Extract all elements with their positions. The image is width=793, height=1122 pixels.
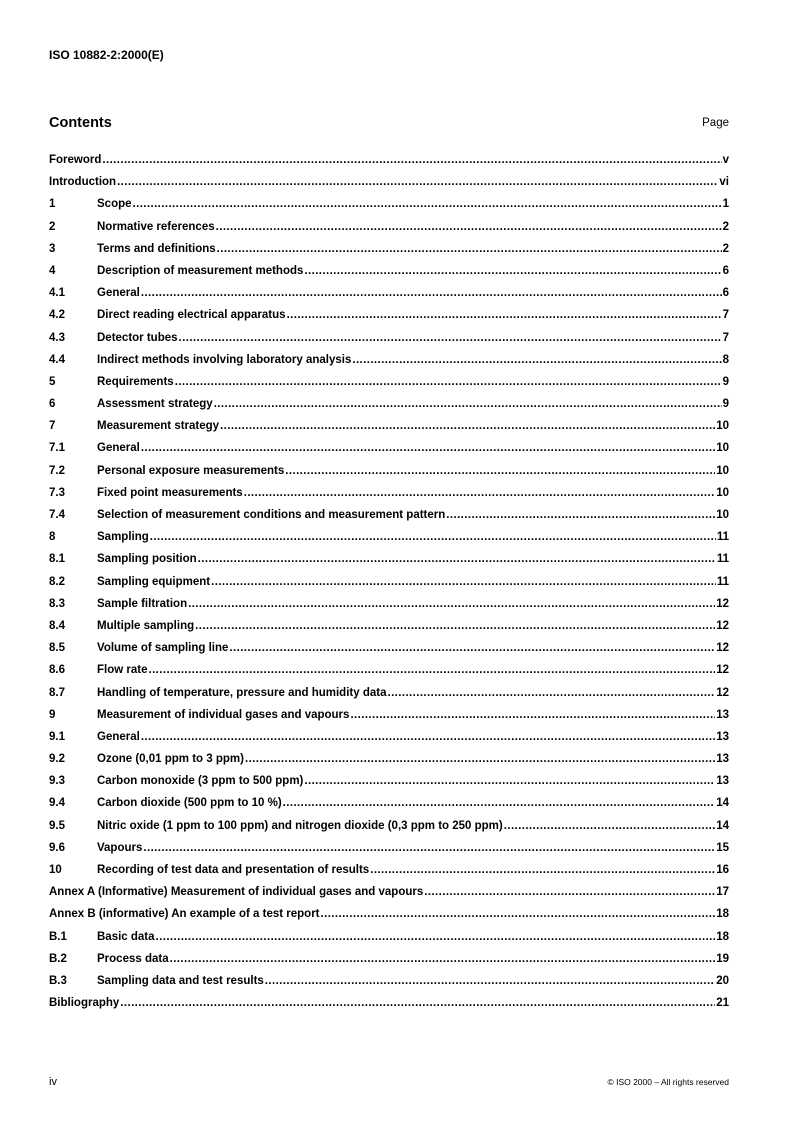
toc-entry[interactable] <box>49 797 729 819</box>
toc-entry-number: 7.1 <box>49 442 65 455</box>
toc-entry-page: 13 <box>716 730 729 743</box>
toc-entry-page: 10 <box>716 509 729 521</box>
toc-dot-leader <box>141 442 715 454</box>
toc-entry[interactable] <box>49 576 729 598</box>
toc-entry-page: 6 <box>722 287 729 300</box>
toc-dot-leader <box>175 376 722 388</box>
toc-entry-page: 19 <box>716 952 729 965</box>
toc-entry-title: Fixed point measurements <box>97 486 243 499</box>
toc-entry-title: Sample filtration <box>97 597 188 610</box>
toc-entry[interactable] <box>49 931 729 953</box>
toc-entry-number: 4.1 <box>49 287 65 300</box>
toc-entry-title: Recording of test data and presentation of results <box>97 864 370 876</box>
toc-entry-number: 3 <box>49 242 56 255</box>
toc-entry-number: 8.1 <box>49 553 65 566</box>
toc-entry-number: 10 <box>49 864 62 876</box>
toc-entry-number: 8.2 <box>49 575 65 588</box>
toc-entry[interactable] <box>49 775 729 797</box>
toc-entry-page: 11 <box>716 531 729 544</box>
toc-entry-number: 9.5 <box>49 819 65 832</box>
toc-entry-title: General <box>97 287 140 300</box>
toc-entry-page: 1 <box>722 198 729 211</box>
toc-entry-page: 6 <box>722 264 729 277</box>
toc-entry-number: 8.5 <box>49 642 65 655</box>
toc-entry-page: 10 <box>716 464 729 477</box>
toc-entry-title: General <box>97 442 140 455</box>
toc-dot-leader <box>446 509 715 521</box>
toc-entry-number: 9.1 <box>49 730 65 743</box>
toc-entry-page: 2 <box>722 220 729 233</box>
toc-dot-leader <box>143 842 715 854</box>
toc-dot-leader <box>265 975 715 987</box>
toc-entry-title: Carbon monoxide (3 ppm to 500 ppm) <box>97 775 304 788</box>
toc-entry-number: 7.2 <box>49 464 65 477</box>
toc-entry-title: Nitric oxide (1 ppm to 100 ppm) and nitrogen dioxide (0,3 ppm to 250 ppm) <box>97 819 503 832</box>
toc-entry-title: Multiple sampling <box>97 619 195 632</box>
toc-entry-page: 13 <box>716 753 729 766</box>
toc-dot-leader <box>170 953 716 965</box>
toc-dot-leader <box>304 265 721 277</box>
toc-entry[interactable] <box>49 176 729 198</box>
toc-entry-page: 16 <box>716 864 729 876</box>
toc-entry[interactable] <box>49 642 729 664</box>
toc-dot-leader <box>148 664 715 676</box>
toc-entry-title: Normative references <box>97 220 215 233</box>
toc-entry-page: 12 <box>716 619 729 632</box>
toc-entry-title: Direct reading electrical apparatus <box>97 309 286 322</box>
toc-entry[interactable] <box>49 975 729 997</box>
toc-entry[interactable] <box>49 154 729 176</box>
toc-entry-title: Flow rate <box>97 664 148 677</box>
toc-entry-number: 9 <box>49 708 56 721</box>
toc-entry[interactable] <box>49 354 729 376</box>
toc-dot-leader <box>424 886 715 898</box>
toc-entry[interactable] <box>49 509 729 531</box>
toc-entry-page: 12 <box>716 597 729 610</box>
toc-entry[interactable] <box>49 442 729 464</box>
toc-entry-title: Ozone (0,01 ppm to 3 ppm) <box>97 753 244 766</box>
toc-entry-number: 4.3 <box>49 331 65 344</box>
toc-dot-leader <box>120 997 715 1009</box>
toc-entry[interactable] <box>49 753 729 775</box>
toc-entry-number: 1 <box>49 198 56 211</box>
toc-entry-page: 8 <box>722 353 729 366</box>
toc-entry-title: Volume of sampling line <box>97 642 229 655</box>
toc-entry-page: vi <box>719 176 729 189</box>
toc-entry-page: 11 <box>716 553 729 566</box>
toc-entry-number: 8.4 <box>49 619 65 632</box>
toc-dot-leader <box>179 332 722 344</box>
toc-entry-number: 5 <box>49 375 56 388</box>
toc-entry-page: 12 <box>716 642 729 655</box>
toc-entry-number: 8.7 <box>49 686 65 699</box>
toc-entry-number: 4.2 <box>49 309 65 322</box>
table-of-contents <box>49 154 729 1019</box>
toc-entry-page: 12 <box>716 686 729 699</box>
toc-dot-leader <box>102 154 721 166</box>
toc-entry-title: Basic data <box>97 930 155 943</box>
toc-entry-number: B.1 <box>49 930 67 943</box>
toc-entry-number: 8.6 <box>49 664 65 677</box>
toc-entry[interactable] <box>49 864 729 886</box>
toc-entry-number: 8 <box>49 531 56 544</box>
toc-entry[interactable] <box>49 687 729 709</box>
toc-dot-leader <box>352 354 721 366</box>
toc-dot-leader <box>504 820 715 832</box>
toc-entry[interactable] <box>49 198 729 220</box>
toc-entry-title: Indirect methods involving laboratory analysis <box>97 353 352 366</box>
toc-entry-number: 7.4 <box>49 509 65 521</box>
toc-entry[interactable] <box>49 309 729 331</box>
toc-entry-number: B.3 <box>49 974 67 987</box>
toc-dot-leader <box>211 576 716 588</box>
toc-entry-number: 8.3 <box>49 597 65 610</box>
toc-entry-title: Scope <box>97 198 132 211</box>
toc-entry-number: 9.6 <box>49 841 65 854</box>
toc-entry-page: 13 <box>716 775 729 788</box>
toc-entry-title: General <box>97 730 140 743</box>
toc-dot-leader <box>370 864 715 876</box>
toc-dot-leader <box>133 198 722 210</box>
toc-entry[interactable] <box>49 620 729 642</box>
toc-entry[interactable] <box>49 487 729 509</box>
toc-entry-page: 7 <box>722 331 729 344</box>
toc-entry-page: 7 <box>722 309 729 322</box>
toc-entry-title: Measurement of individual gases and vapours <box>97 708 350 721</box>
toc-entry-title: Bibliography <box>49 997 120 1010</box>
toc-entry-page: 9 <box>722 375 729 388</box>
toc-entry[interactable] <box>49 287 729 309</box>
toc-entry-title: Foreword <box>49 154 102 166</box>
toc-dot-leader <box>244 487 715 499</box>
toc-entry-title: Personal exposure measurements <box>97 464 285 477</box>
toc-dot-leader <box>216 221 722 233</box>
toc-entry-page: 2 <box>722 242 729 255</box>
toc-entry-page: 12 <box>716 664 729 677</box>
toc-entry-page: 10 <box>716 486 729 499</box>
toc-dot-leader <box>285 465 715 477</box>
toc-dot-leader <box>117 176 718 188</box>
toc-entry-title: Introduction <box>49 176 117 189</box>
toc-entry[interactable] <box>49 842 729 864</box>
toc-dot-leader <box>188 598 715 610</box>
toc-entry[interactable] <box>49 997 729 1019</box>
toc-entry-page: 11 <box>716 575 729 588</box>
toc-entry-title: Sampling position <box>97 553 197 566</box>
document-id: ISO 10882-2:2000(E) <box>49 48 164 62</box>
toc-dot-leader <box>304 775 715 787</box>
copyright-notice: © ISO 2000 – All rights reserved <box>607 1077 729 1087</box>
toc-dot-leader <box>150 531 716 543</box>
toc-entry-number: 6 <box>49 398 56 411</box>
toc-entry[interactable] <box>49 332 729 354</box>
toc-entry-title: Carbon dioxide (500 ppm to 10 %) <box>97 797 282 810</box>
toc-dot-leader <box>141 731 715 743</box>
toc-entry-title: Vapours <box>97 841 143 854</box>
toc-dot-leader <box>387 687 715 699</box>
toc-dot-leader <box>214 398 722 410</box>
toc-entry[interactable] <box>49 221 729 243</box>
toc-entry[interactable] <box>49 953 729 975</box>
toc-dot-leader <box>220 420 715 432</box>
toc-entry-number: 7.3 <box>49 486 65 499</box>
toc-entry-title: Annex B (informative) An example of a test report <box>49 908 320 921</box>
toc-entry-title: Description of measurement methods <box>97 264 304 277</box>
toc-entry[interactable] <box>49 908 729 930</box>
toc-entry[interactable] <box>49 465 729 487</box>
toc-entry[interactable] <box>49 731 729 753</box>
toc-entry-page: v <box>722 154 729 166</box>
toc-entry-number: 9.4 <box>49 797 65 810</box>
toc-entry-number: 2 <box>49 220 56 233</box>
toc-entry-page: 10 <box>716 442 729 455</box>
toc-entry-title: Process data <box>97 952 169 965</box>
toc-dot-leader <box>198 553 716 565</box>
toc-entry[interactable] <box>49 420 729 442</box>
toc-entry-title: Terms and definitions <box>97 242 216 255</box>
toc-entry[interactable] <box>49 664 729 686</box>
toc-entry-number: B.2 <box>49 952 67 965</box>
toc-entry-title: Assessment strategy <box>97 398 213 411</box>
page-column-heading: Page <box>702 117 729 129</box>
toc-dot-leader <box>287 309 722 321</box>
toc-entry[interactable] <box>49 376 729 398</box>
toc-entry-page: 21 <box>716 997 729 1010</box>
toc-entry[interactable] <box>49 709 729 731</box>
toc-entry-page: 20 <box>716 974 729 987</box>
toc-dot-leader <box>141 287 722 299</box>
toc-entry-number: 9.3 <box>49 775 65 788</box>
toc-entry[interactable] <box>49 265 729 287</box>
toc-entry-title: Measurement strategy <box>97 420 220 433</box>
toc-entry-title: Requirements <box>97 375 174 388</box>
toc-entry-page: 13 <box>716 708 729 721</box>
toc-dot-leader <box>229 642 715 654</box>
toc-entry[interactable] <box>49 598 729 620</box>
toc-entry-page: 17 <box>716 886 729 899</box>
toc-entry-title: Handling of temperature, pressure and humidity data <box>97 686 387 699</box>
toc-entry-title: Selection of measurement conditions and measurement pattern <box>97 509 446 521</box>
toc-entry[interactable] <box>49 398 729 420</box>
toc-dot-leader <box>321 908 716 920</box>
toc-entry[interactable] <box>49 553 729 575</box>
toc-entry-page: 18 <box>716 930 729 943</box>
toc-entry-number: 7 <box>49 420 56 433</box>
toc-entry-title: Detector tubes <box>97 331 178 344</box>
toc-entry-number: 4.4 <box>49 353 65 366</box>
toc-entry-number: 4 <box>49 264 56 277</box>
toc-entry-title: Annex A (Informative) Measurement of individual gases and vapours <box>49 886 424 899</box>
toc-entry-page: 9 <box>722 398 729 411</box>
toc-entry[interactable] <box>49 820 729 842</box>
toc-entry-number: 9.2 <box>49 753 65 766</box>
toc-entry-page: 14 <box>716 797 729 810</box>
toc-entry-page: 10 <box>716 420 729 433</box>
toc-entry-page: 18 <box>716 908 729 921</box>
toc-dot-leader <box>156 931 716 943</box>
toc-entry-title: Sampling equipment <box>97 575 211 588</box>
contents-title: Contents <box>49 115 112 131</box>
toc-dot-leader <box>217 243 722 255</box>
toc-entry-page: 14 <box>716 819 729 832</box>
toc-entry-page: 15 <box>716 841 729 854</box>
toc-entry-title: Sampling data and test results <box>97 974 264 987</box>
toc-dot-leader <box>350 709 715 721</box>
toc-dot-leader <box>283 797 716 809</box>
toc-entry-title: Sampling <box>97 531 149 544</box>
toc-entry[interactable] <box>49 243 729 265</box>
toc-dot-leader <box>245 753 715 765</box>
toc-dot-leader <box>195 620 715 632</box>
page-number: iv <box>49 1076 57 1088</box>
toc-entry[interactable] <box>49 531 729 553</box>
toc-entry[interactable] <box>49 886 729 908</box>
